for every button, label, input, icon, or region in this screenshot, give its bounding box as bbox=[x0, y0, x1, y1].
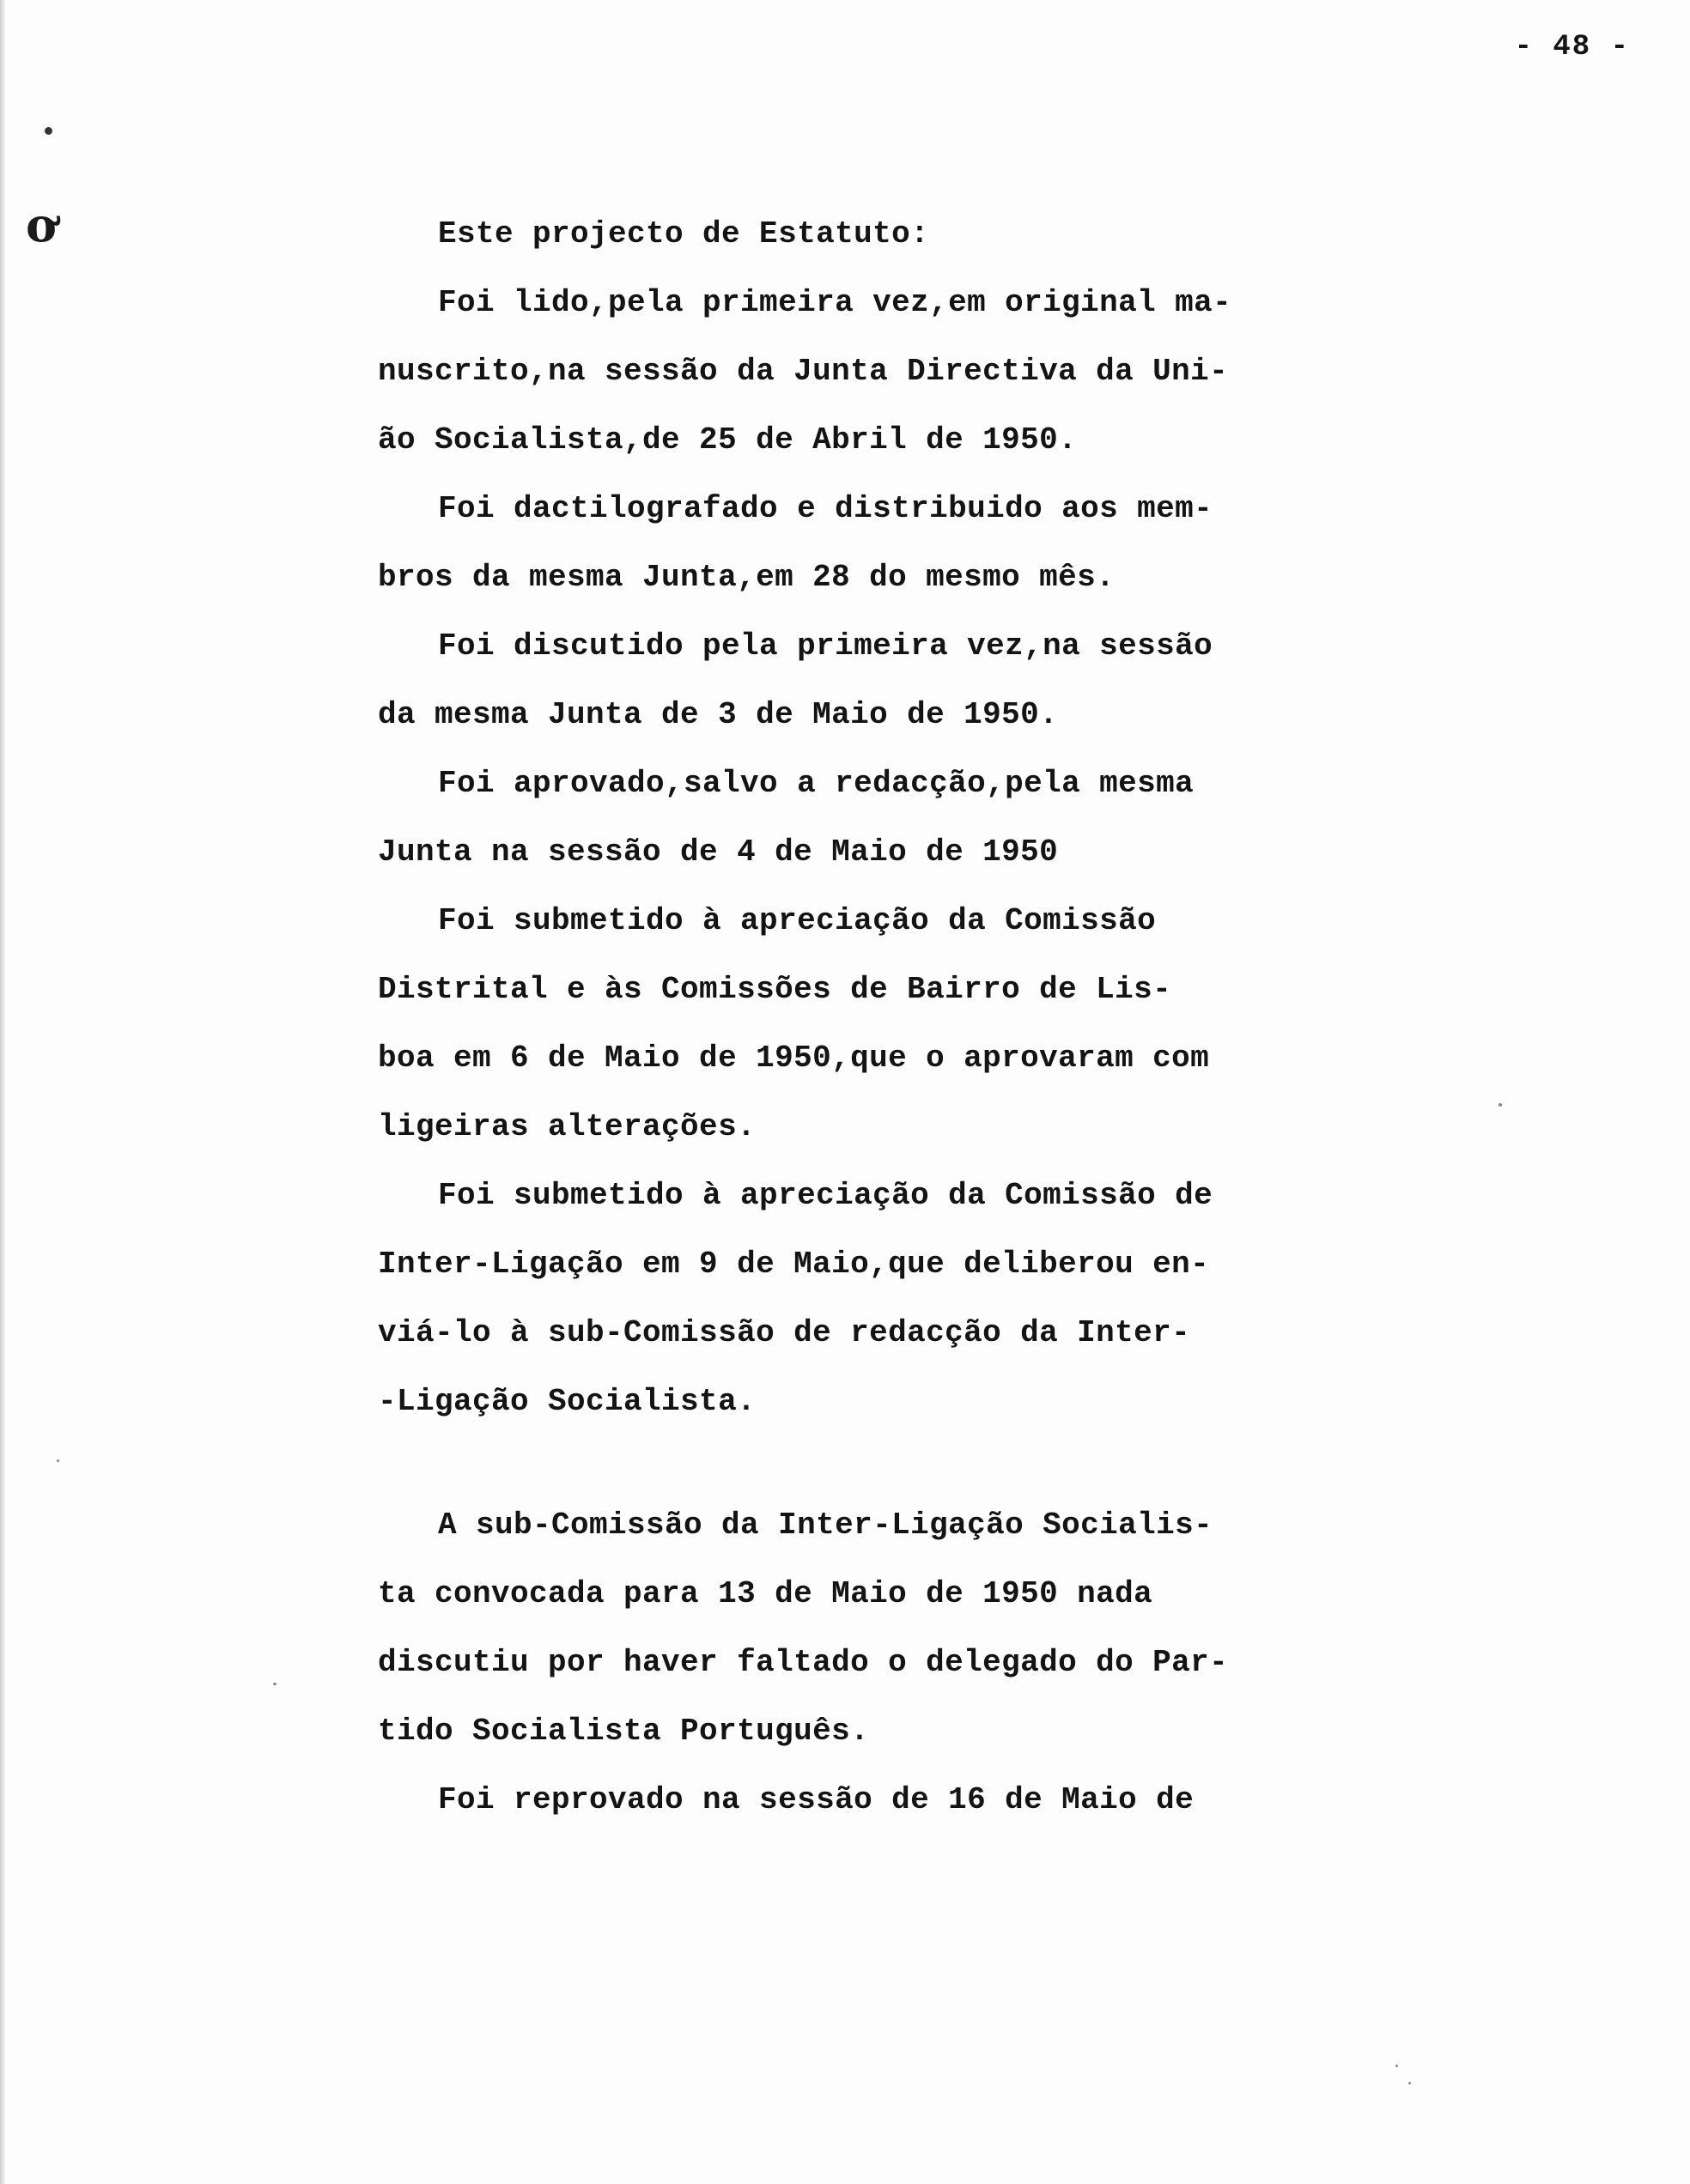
text-line: nuscrito,na sessão da Junta Directiva da Uni- bbox=[378, 354, 1229, 389]
text-line: Foi submetido à apreciação da Comissão de bbox=[438, 1178, 1213, 1213]
scan-left-edge bbox=[0, 0, 5, 2184]
text-line: Foi discutido pela primeira vez,na sessão bbox=[438, 628, 1213, 664]
text-line: Inter-Ligação em 9 de Maio,que deliberou en- bbox=[378, 1247, 1210, 1282]
text-line: ão Socialista,de 25 de Abril de 1950. bbox=[378, 422, 1078, 458]
text-line: tido Socialista Português. bbox=[378, 1714, 870, 1749]
text-line: Foi aprovado,salvo a redacção,pela mesma bbox=[438, 766, 1195, 801]
scan-speck bbox=[273, 1683, 277, 1685]
text-line: da mesma Junta de 3 de Maio de 1950. bbox=[378, 697, 1059, 732]
text-line: boa em 6 de Maio de 1950,que o aprovaram com bbox=[378, 1040, 1210, 1076]
text-line: -Ligação Socialista. bbox=[378, 1384, 757, 1419]
text-line: Este projecto de Estatuto: bbox=[438, 216, 930, 252]
text-line: Foi reprovado na sessão de 16 de Maio de bbox=[438, 1782, 1195, 1817]
page-number: - 48 - bbox=[1514, 31, 1630, 64]
scan-speck bbox=[1408, 2082, 1411, 2084]
text-line: Distrital e às Comissões de Bairro de Lis- bbox=[378, 972, 1172, 1007]
scan-speck bbox=[57, 1459, 59, 1462]
paragraph-gap bbox=[378, 1445, 1305, 1500]
text-line: viá-lo à sub-Comissão de redacção da Inter- bbox=[378, 1315, 1191, 1350]
text-line: discutiu por haver faltado o delegado do Par- bbox=[378, 1645, 1229, 1680]
scan-speck bbox=[1499, 1103, 1502, 1107]
text-line: bros da mesma Junta,em 28 do mesmo mês. bbox=[378, 560, 1116, 595]
text-line: Junta na sessão de 4 de Maio de 1950 bbox=[378, 834, 1059, 870]
text-line: Foi submetido à apreciação da Comissão bbox=[438, 903, 1157, 938]
typed-text-body bbox=[378, 209, 1305, 1843]
text-line: A sub-Comissão da Inter-Ligação Socialis- bbox=[438, 1508, 1213, 1543]
text-line: Foi dactilografado e distribuido aos mem- bbox=[438, 491, 1213, 526]
text-line: ta convocada para 13 de Maio de 1950 nada bbox=[378, 1576, 1153, 1611]
text-line: Foi lido,pela primeira vez,em original ma- bbox=[438, 285, 1232, 320]
margin-handwritten-mark: ơ bbox=[26, 197, 58, 252]
scan-speck bbox=[1395, 2065, 1398, 2067]
text-line: ligeiras alterações. bbox=[378, 1109, 757, 1144]
margin-ink-dot bbox=[45, 127, 52, 135]
